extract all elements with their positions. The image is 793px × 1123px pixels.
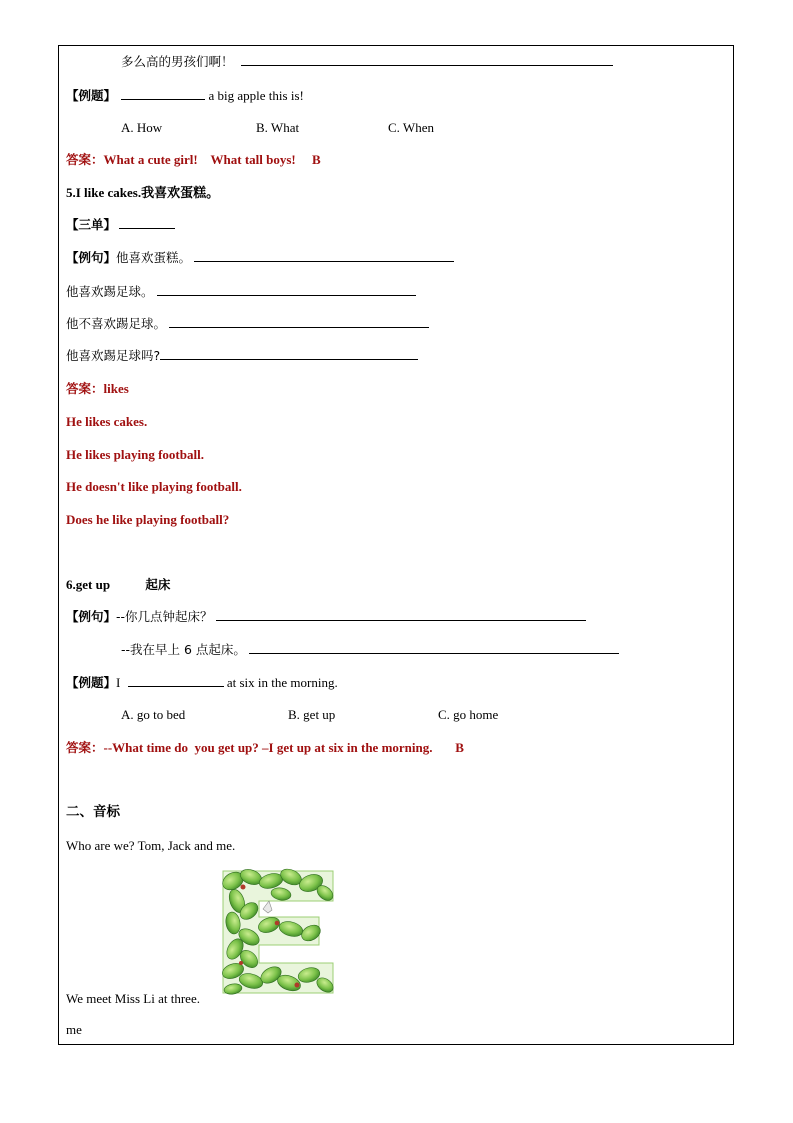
example-label: 【例句】 [66, 609, 117, 624]
example-sentence-row [66, 249, 454, 267]
section6-title [66, 576, 170, 594]
option-a[interactable]: A. How [121, 120, 163, 135]
fill-blank[interactable] [128, 674, 224, 687]
phonics-line: We meet Miss Li at three. [66, 991, 200, 1006]
answer-line: He likes playing football. [66, 447, 204, 462]
exercise-post: at six in the morning. [226, 675, 338, 690]
section6-title-en: 6.get up [66, 577, 111, 592]
prompt-row [66, 315, 429, 333]
answer-row [66, 151, 321, 169]
answer-label: 答案： [66, 381, 104, 396]
cn-sentence-row [121, 53, 613, 71]
cn-sentence: 多么高的男孩们啊！ [121, 54, 234, 69]
answer-line: He doesn't like playing football. [66, 479, 242, 494]
example-row [66, 87, 304, 105]
leafy-letter-e-icon [219, 867, 337, 997]
question-1: --你几点钟起床？ [116, 609, 213, 624]
answer-blank[interactable] [241, 53, 613, 66]
fill-blank[interactable] [119, 216, 175, 229]
section6-title-cn: 起床 [145, 577, 171, 592]
prompt: 他不喜欢踢足球。 [66, 316, 167, 331]
option-b[interactable]: B. What [256, 120, 300, 135]
exercise-label: 【例题】 [66, 675, 117, 690]
prompt: 他喜欢蛋糕。 [116, 250, 192, 265]
exercise-pre: I [116, 675, 121, 690]
answer-label: 答案： [66, 740, 104, 755]
answer-text: What a cute girl! What tall boys! B [103, 152, 321, 167]
phonics-line: me [66, 1022, 82, 1037]
exercise-row [66, 674, 338, 692]
answer-text: --What time do you get up? –I get up at six in the morning. B [103, 740, 464, 755]
example-text: a big apple this is! [208, 88, 304, 103]
option-c[interactable]: C. When [388, 120, 434, 135]
phonics-line: Who are we? Tom, Jack and me. [66, 838, 236, 853]
answer-line: Does he like playing football? [66, 512, 230, 527]
example-label: 【例句】 [66, 250, 117, 265]
answer-blank[interactable] [216, 608, 586, 621]
answer-blank[interactable] [169, 315, 429, 328]
prompt: 他喜欢踢足球吗? [66, 348, 161, 363]
answer-blank[interactable] [157, 283, 416, 296]
answer-row [66, 739, 464, 757]
section5-title: 5.I like cakes.我喜欢蛋糕。 [66, 185, 220, 200]
answer-blank[interactable] [160, 347, 418, 360]
option-a[interactable]: A. go to bed [121, 707, 186, 722]
answer-blank[interactable] [194, 249, 454, 262]
answer-text: likes [103, 381, 129, 396]
prompt-row [66, 347, 418, 365]
answer-row [66, 380, 129, 398]
fill-blank[interactable] [121, 87, 205, 100]
option-b[interactable]: B. get up [288, 707, 336, 722]
question-2: --我在早上 6 点起床。 [121, 642, 246, 657]
example-sentence-row [66, 608, 586, 626]
example-label: 【例题】 [66, 88, 117, 103]
answer-line: He likes cakes. [66, 414, 148, 429]
example-sentence-row [121, 641, 619, 659]
answer-label: 答案： [66, 152, 104, 167]
section-heading: 二、音标 [66, 804, 120, 820]
prompt: 他喜欢踢足球。 [66, 284, 154, 299]
third-person-row [66, 216, 175, 234]
answer-blank[interactable] [249, 641, 619, 654]
option-c[interactable]: C. go home [438, 707, 499, 722]
prompt-row [66, 283, 416, 301]
third-person-label: 【三单】 [66, 217, 117, 232]
